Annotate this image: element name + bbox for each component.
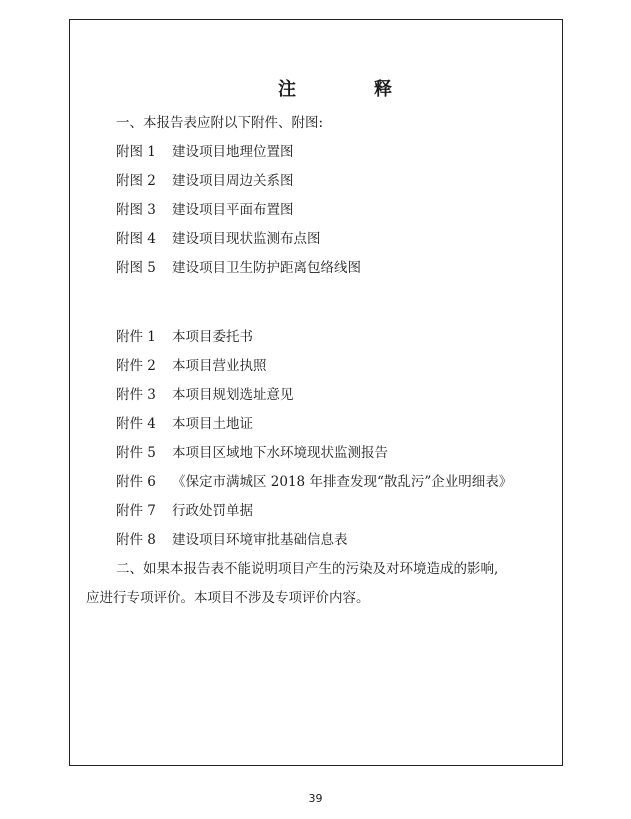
attachment-text: 本项目营业执照: [172, 358, 267, 374]
attachment-number: 附件 1: [116, 329, 156, 345]
page-number: 39: [308, 792, 323, 805]
attachment-number: 附件 4: [116, 416, 156, 432]
figure-number: 附图 2: [116, 173, 156, 189]
figure-number: 附图 5: [116, 260, 156, 276]
figure-number: 附图 3: [116, 202, 156, 218]
section-2-line-2: 应进行专项评价。本项目不涉及专项评价内容。: [86, 590, 370, 606]
attachment-number: 附件 2: [116, 358, 156, 374]
figure-item: [116, 172, 294, 190]
section-1-heading: 一、本报告表应附以下附件、附图:: [116, 115, 324, 131]
attachment-item: [116, 502, 253, 520]
figure-text: 建设项目周边关系图: [172, 173, 294, 189]
figure-text: 建设项目平面布置图: [172, 202, 294, 218]
attachment-text: 本项目委托书: [172, 329, 253, 345]
figure-number: 附图 1: [116, 144, 156, 160]
figure-number: 附图 4: [116, 231, 156, 247]
attachment-item: [116, 415, 253, 433]
figure-item: [116, 259, 361, 277]
attachment-number: 附件 5: [116, 445, 156, 461]
figure-item: [116, 230, 321, 248]
figure-item: [116, 143, 294, 161]
attachment-text: 本项目区域地下水环境现状监测报告: [172, 445, 388, 461]
attachment-text: 行政处罚单据: [172, 503, 253, 519]
attachment-number: 附件 7: [116, 503, 156, 519]
document-frame: [69, 19, 563, 766]
attachment-item: [116, 444, 388, 462]
attachment-item: [116, 357, 267, 375]
section-2-line-1: 二、如果本报告表不能说明项目产生的污染及对环境造成的影响,: [116, 561, 499, 577]
figure-text: 建设项目现状监测布点图: [172, 231, 321, 247]
attachment-item: [116, 473, 512, 491]
attachment-text: 《保定市满城区 2018 年排查发现“散乱污”企业明细表》: [172, 474, 513, 490]
title-char-2: 释: [374, 79, 392, 100]
attachment-item: [116, 386, 294, 404]
attachment-number: 附件 3: [116, 387, 156, 403]
figure-text: 建设项目地理位置图: [172, 144, 294, 160]
figure-text: 建设项目卫生防护距离包络线图: [172, 260, 361, 276]
title-char-1: 注: [278, 79, 296, 100]
attachment-text: 本项目规划选址意见: [172, 387, 294, 403]
attachment-text: 本项目土地证: [172, 416, 253, 432]
attachment-number: 附件 6: [116, 474, 156, 490]
attachment-item: [116, 328, 253, 346]
attachment-number: 附件 8: [116, 532, 156, 548]
page-title: [70, 78, 564, 102]
attachment-item: [116, 531, 348, 549]
attachment-text: 建设项目环境审批基础信息表: [172, 532, 348, 548]
figure-item: [116, 201, 294, 219]
